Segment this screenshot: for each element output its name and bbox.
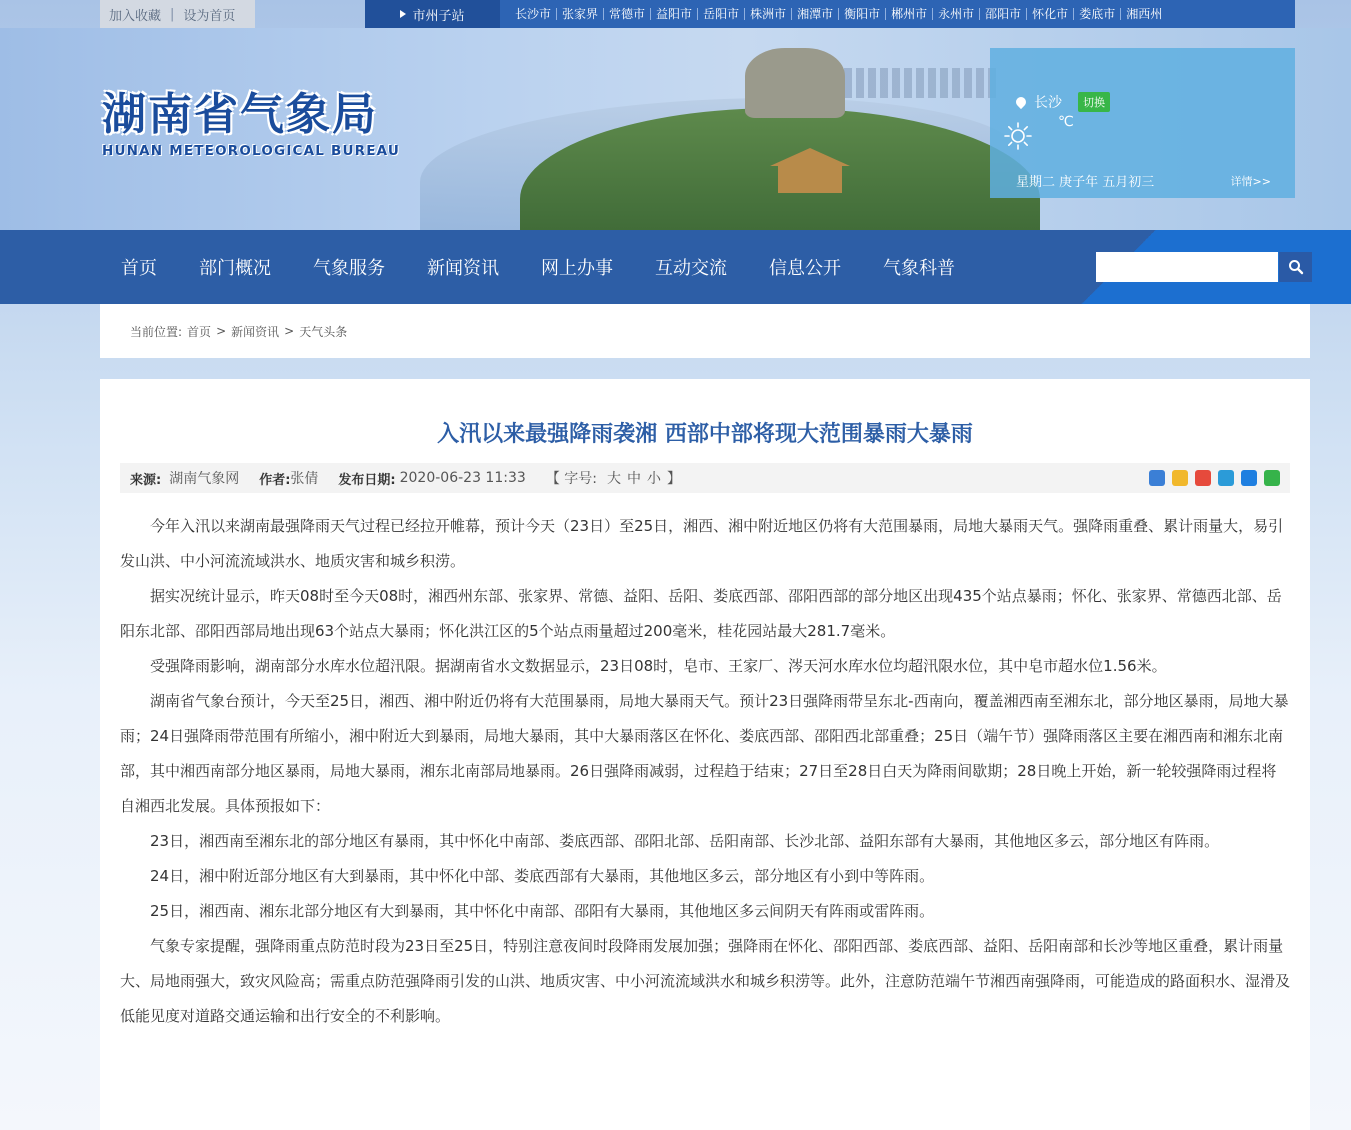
arrow-icon [400, 10, 406, 18]
weather-date: 星期二 庚子年 五月初三 [1016, 175, 1155, 190]
article-title: 入汛以来最强降雨袭湘 西部中部将现大范围暴雨大暴雨 [437, 422, 973, 447]
city-link[interactable]: 长沙市 [510, 8, 557, 20]
divider: | [170, 6, 175, 22]
font-medium-button[interactable]: 中 [626, 471, 641, 487]
date-label: 发布日期: [338, 472, 396, 488]
nav-item-about[interactable]: 部门概况 [199, 258, 271, 279]
site-logo[interactable]: 湖南省气象局 [102, 89, 378, 140]
weather-details-link[interactable]: 详情>> [1230, 175, 1271, 188]
article-paragraph: 受强降雨影响，湖南部分水库水位超汛限。据湖南省水文数据显示，23日08时，皂市、王家厂、涔天河水库水位均超汛限水位，其中皂市超水位1.56米。 [150, 657, 1167, 675]
article-meta [120, 463, 1290, 493]
city-link[interactable]: 邵阳市 [980, 8, 1027, 20]
breadcrumb-separator: > [284, 324, 295, 338]
article-paragraph: 据实况统计显示，昨天08时至今天08时，湘西州东部、张家界、常德、益阳、岳阳、娄底西部、邵阳西部的部分地区出现435个站点暴雨；怀化、张家界、常德西北部、岳阳东北部、邵阳西部局地出现63个站点大暴雨；怀化洪江区的5个站点雨量超过200毫米，桂花园站最大281.7毫米。 [120, 587, 1282, 640]
city-link[interactable]: 张家界 [557, 8, 604, 20]
city-link[interactable]: 湘西州 [1126, 7, 1163, 21]
site-logo-english: HUNAN METEOROLOGICAL BUREAU [102, 143, 401, 159]
city-link[interactable]: 岳阳市 [698, 8, 745, 20]
substation-label [365, 0, 500, 28]
city-link[interactable]: 郴州市 [886, 8, 933, 20]
share-more-icon[interactable] [1149, 470, 1165, 486]
nav-item-services[interactable]: 气象服务 [313, 258, 385, 279]
share-qzone-icon[interactable] [1172, 470, 1188, 486]
city-link[interactable]: 娄底市 [1074, 8, 1121, 20]
share-bar [1149, 470, 1280, 486]
city-link[interactable]: 常德市 [604, 8, 651, 20]
substation-text: 市州子站 [412, 8, 465, 24]
breadcrumb [100, 304, 1310, 358]
substation-bar [365, 0, 1295, 28]
nav-item-interact[interactable]: 互动交流 [655, 258, 727, 279]
fontsize-end: 】 [666, 471, 681, 487]
weather-city: 长沙 [1034, 95, 1062, 111]
share-wechat-icon[interactable] [1264, 470, 1280, 486]
article-container [100, 379, 1310, 1130]
article-body [120, 509, 1290, 1034]
city-link[interactable]: 株洲市 [745, 8, 792, 20]
city-link[interactable]: 永州市 [933, 8, 980, 20]
share-tencent-icon[interactable] [1218, 470, 1234, 486]
article-paragraph: 气象专家提醒，强降雨重点防范时段为23日至25日，特别注意夜间时段降雨发展加强；强降雨在怀化、邵阳西部、娄底西部、益阳、岳阳南部和长沙等地区重叠，累计雨量大、局地雨强大，致灾风险高；需重点防范强降雨引发的山洪、地质灾害、中小河流流域洪水和城乡积涝等。此外，注意防范端午节湘西南强降雨，可能造成的路面积水、湿滑及低能见度对道路交通运输和出行安全的不利影响。 [120, 937, 1291, 1025]
skyline-image [820, 68, 1000, 98]
set-home-link[interactable]: 设为首页 [183, 8, 236, 24]
location-pin-icon [1014, 95, 1028, 109]
article-paragraph: 今年入汛以来湖南最强降雨天气过程已经拉开帷幕，预计今天（23日）至25日，湘西、湘中附近地区仍将有大范围暴雨，局地大暴雨天气。强降雨重叠、累计雨量大，易引发山洪、中小河流流域洪水、地质灾害和城乡积涝。 [120, 517, 1284, 570]
font-small-button[interactable]: 小 [646, 471, 661, 487]
city-links [500, 8, 1167, 20]
breadcrumb-separator: > [216, 324, 227, 338]
nav-item-home[interactable]: 首页 [121, 258, 157, 279]
city-link[interactable]: 怀化市 [1027, 8, 1074, 20]
nav-item-info[interactable]: 信息公开 [769, 258, 841, 279]
article-author: 张倩 [290, 471, 319, 487]
search-icon [1288, 259, 1304, 275]
nav-item-science[interactable]: 气象科普 [883, 258, 955, 279]
nav-item-news[interactable]: 新闻资讯 [427, 258, 499, 279]
search-input[interactable] [1096, 252, 1278, 282]
city-link[interactable]: 衡阳市 [839, 8, 886, 20]
article-paragraph: 24日，湘中附近部分地区有大到暴雨，其中怀化中部、娄底西部有大暴雨，其他地区多云，部分地区有小到中等阵雨。 [150, 867, 935, 885]
search-button[interactable] [1279, 252, 1312, 282]
weather-widget [990, 48, 1295, 198]
fontsize-label: 【 字号: [545, 471, 597, 487]
weather-location [1016, 92, 1110, 112]
temperature-unit: ℃ [1058, 114, 1074, 130]
sunny-icon [1004, 122, 1032, 150]
article-paragraph: 湖南省气象台预计，今天至25日，湘西、湘中附近仍将有大范围暴雨，局地大暴雨天气。预计23日强降雨带呈东北-西南向，覆盖湘西南至湘东北，部分地区暴雨，局地大暴雨；24日强降雨带范围有所缩小，湘中附近大到暴雨，局地大暴雨，其中大暴雨落区在怀化、娄底西部、邵阳西北部重叠；25日（端午节）强降雨落区主要在湘西南和湘东北南部，其中湘西南部分地区暴雨，局地大暴雨，湘东北南部局地暴雨。26日强降雨减弱，过程趋于结束；27日至28日白天为降雨间歇期；28日晚上开始，新一轮较强降雨过程将自湘西北发展。具体预报如下： [120, 692, 1289, 815]
breadcrumb-prefix: 当前位置: [130, 324, 183, 339]
breadcrumb-item-news[interactable]: 新闻资讯 [231, 324, 280, 339]
article-paragraph: 25日，湘西南、湘东北部分地区有大到暴雨，其中怀化中南部、邵阳有大暴雨，其他地区多云间阴天有阵雨或雷阵雨。 [150, 902, 935, 920]
switch-city-button[interactable]: 切换 [1078, 92, 1110, 112]
breadcrumb-item-headline[interactable]: 天气头条 [299, 324, 348, 339]
nav-menu [100, 230, 976, 304]
share-weibo-icon[interactable] [1195, 470, 1211, 486]
share-renren-icon[interactable] [1241, 470, 1257, 486]
breadcrumb-item-home[interactable]: 首页 [187, 324, 212, 339]
font-large-button[interactable]: 大 [606, 471, 621, 487]
utility-bar [100, 0, 255, 28]
source-label: 来源: [130, 472, 162, 488]
statue-image [745, 48, 845, 118]
city-link[interactable]: 益阳市 [651, 8, 698, 20]
author-label: 作者: [259, 472, 291, 488]
city-link[interactable]: 湘潭市 [792, 8, 839, 20]
nav-item-online[interactable]: 网上办事 [541, 258, 613, 279]
article-source: 湖南气象网 [169, 471, 240, 487]
article-date: 2020-06-23 11:33 [399, 470, 526, 486]
add-favorite-link[interactable]: 加入收藏 [109, 8, 162, 24]
article-paragraph: 23日，湘西南至湘东北的部分地区有暴雨，其中怀化中南部、娄底西部、邵阳北部、岳阳南部、长沙北部、益阳东部有大暴雨，其他地区多云，部分地区有阵雨。 [150, 832, 1220, 850]
